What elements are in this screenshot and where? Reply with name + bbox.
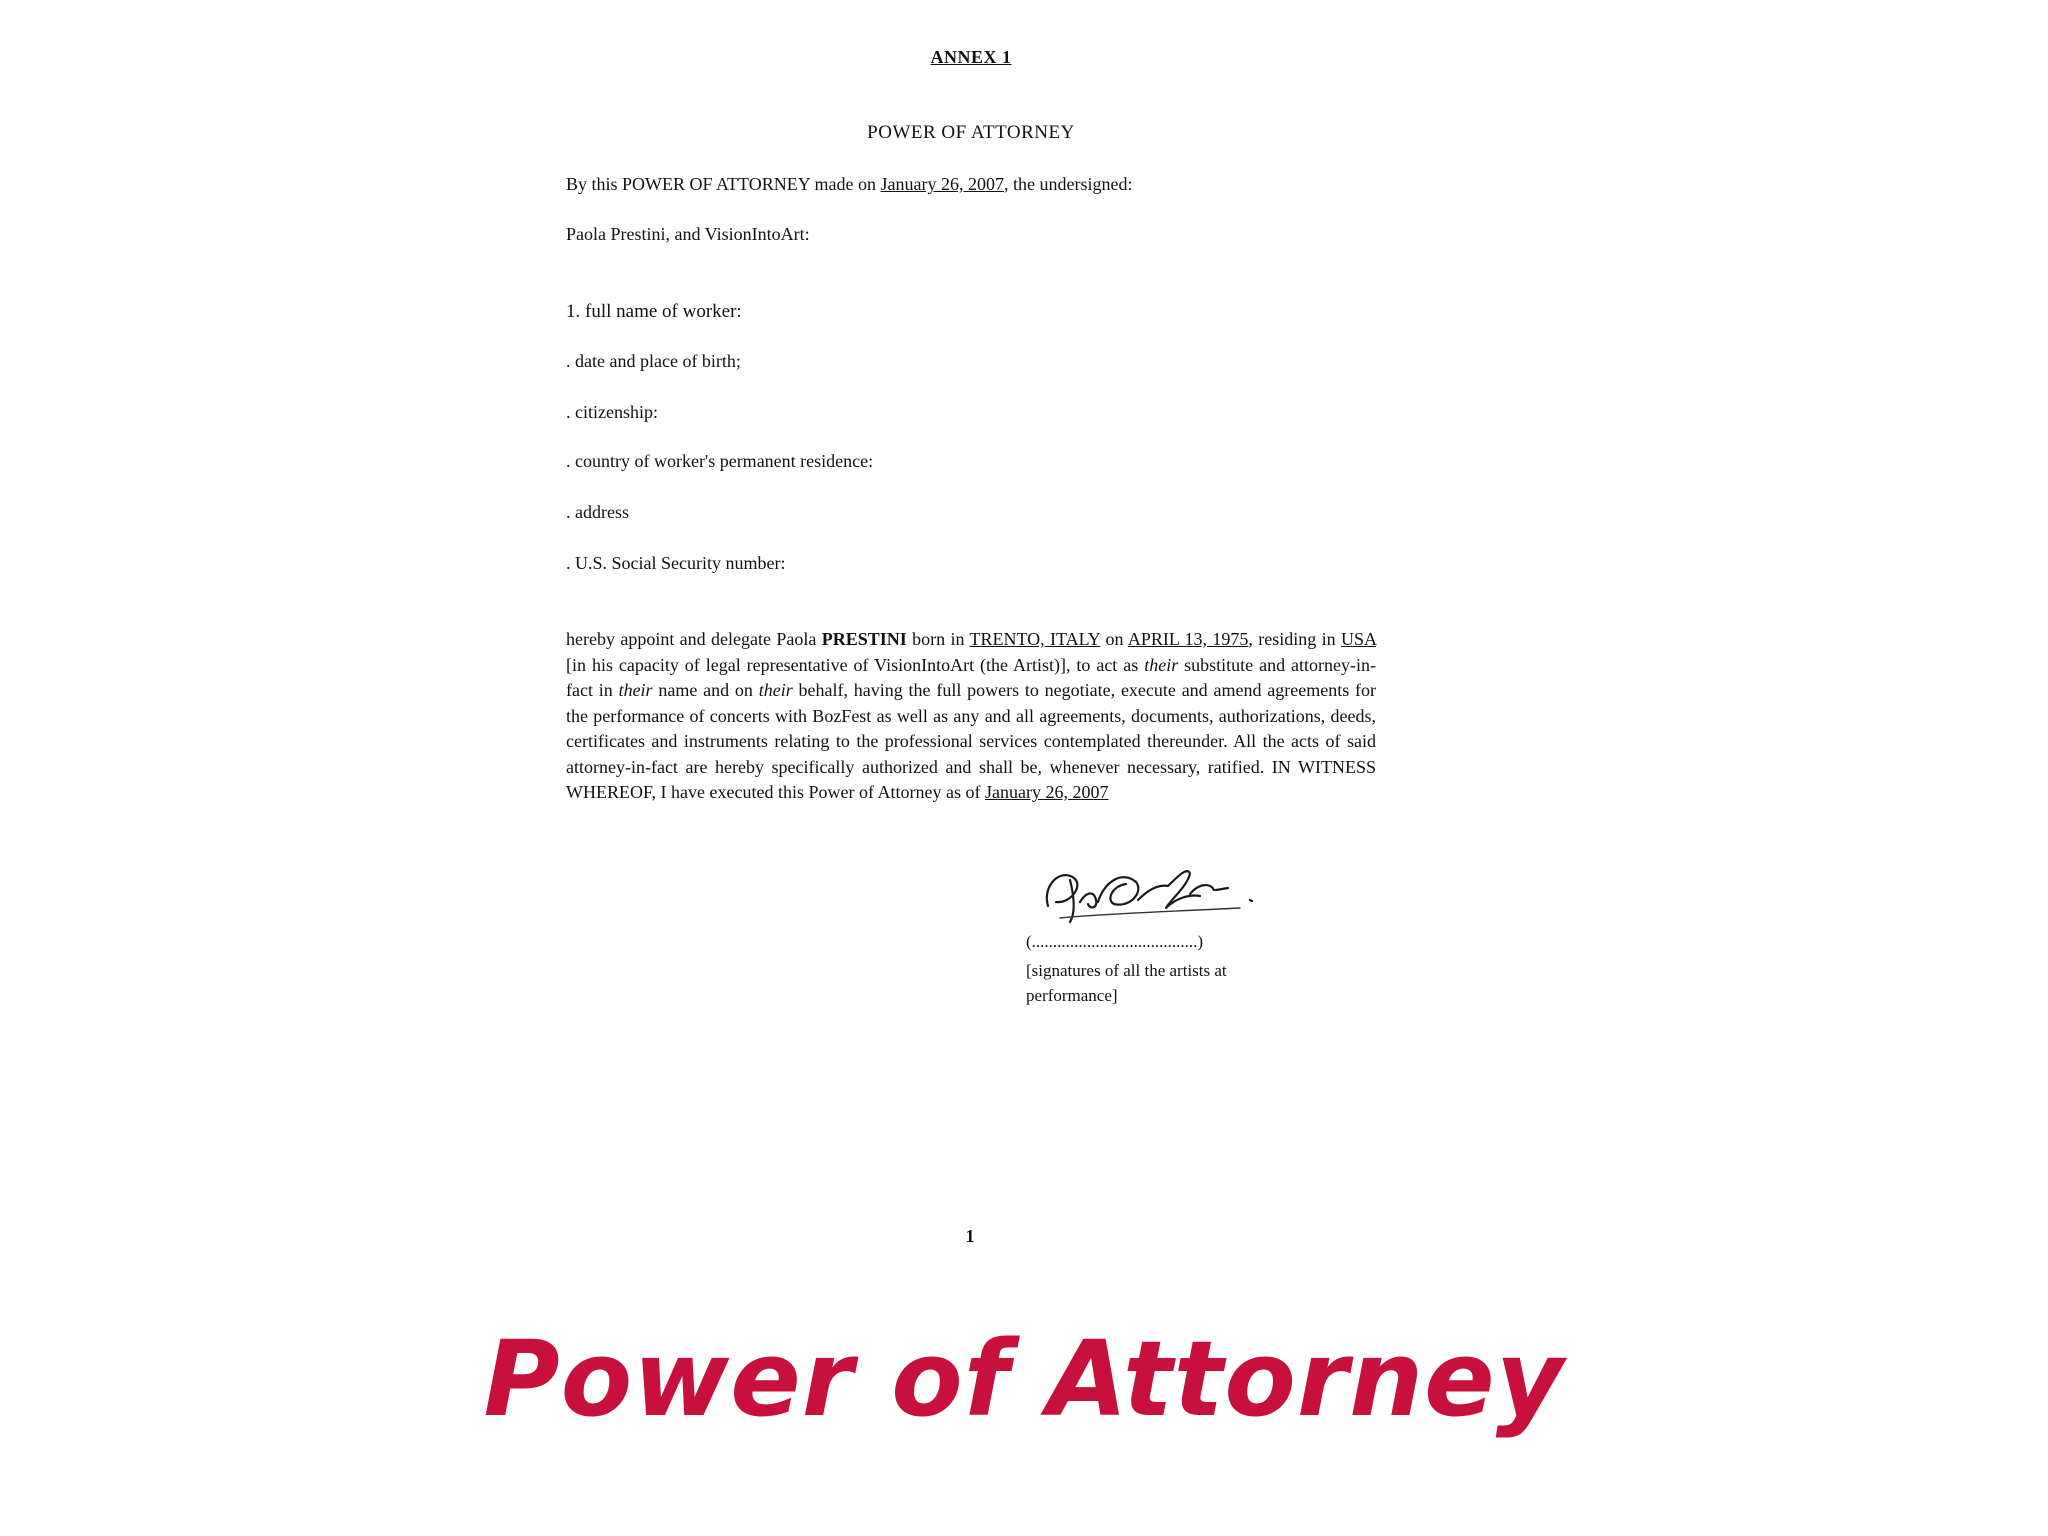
field-ssn: . U.S. Social Security number: (566, 553, 786, 573)
intro-line (566, 174, 1132, 195)
body-emphasis: their (618, 680, 653, 700)
body-text: behalf, having the full powers to negotiate, execute and amend agreements for the performance of concerts with BozFest as well as any and all agreements, documents, authorizations, deeds, certificates and instruments relating to the professional services contemplated thereunder. All the acts of said attorney-in-fact are hereby specifically authorized and shall be, whenever necessary, ratified. IN WITNESS WHEREOF, I have executed this Power of Attorney as of (566, 680, 1376, 802)
document-title: POWER OF ATTORNEY (867, 122, 1075, 143)
intro-date: January 26, 2007 (880, 174, 1004, 194)
delegate-birthplace: TRENTO, ITALY (969, 629, 1101, 649)
body-text: [in his capacity of legal representative of VisionIntoArt (the Artist)], to act as (566, 654, 1145, 675)
execution-date: January 26, 2007 (984, 782, 1109, 802)
intro-prefix: By this POWER OF ATTORNEY made on (566, 174, 881, 194)
delegate-surname: PRESTINI (821, 629, 907, 649)
delegate-birthdate: APRIL 13, 1975 (1127, 629, 1249, 649)
handwritten-signature (1040, 856, 1300, 928)
body-emphasis: their (1144, 654, 1179, 675)
annex-heading: ANNEX 1 (930, 47, 1012, 67)
field-birth: . date and place of birth; (566, 351, 741, 371)
delegate-residence: USA (1341, 629, 1377, 649)
body-text: born in (906, 629, 970, 649)
signature-note: [signatures of all the artists at performance] (1026, 961, 1227, 1005)
body-text: substitute and attorney-in-fact in (566, 654, 1376, 700)
body-emphasis: their (758, 680, 793, 700)
body-text: name and on (652, 680, 759, 700)
slide-caption: Power of Attorney (483, 1318, 1565, 1440)
body-text: on (1100, 629, 1128, 649)
field-full-name: 1. full name of worker: (566, 301, 742, 322)
document-page (566, 0, 1376, 1300)
field-residence-country: . country of worker's permanent residence: (566, 451, 874, 471)
parties-line: Paola Prestini, and VisionIntoArt: (566, 224, 810, 244)
intro-suffix: , the undersigned: (1004, 174, 1133, 194)
signature-line: (.......................................) (1026, 932, 1204, 951)
body-text: , residing in (1248, 629, 1341, 649)
field-address: . address (566, 502, 629, 522)
field-citizenship: . citizenship: (566, 402, 658, 422)
delegation-paragraph (566, 627, 1376, 806)
page-number: 1 (965, 1226, 975, 1246)
body-text: hereby appoint and delegate Paola (566, 629, 822, 649)
